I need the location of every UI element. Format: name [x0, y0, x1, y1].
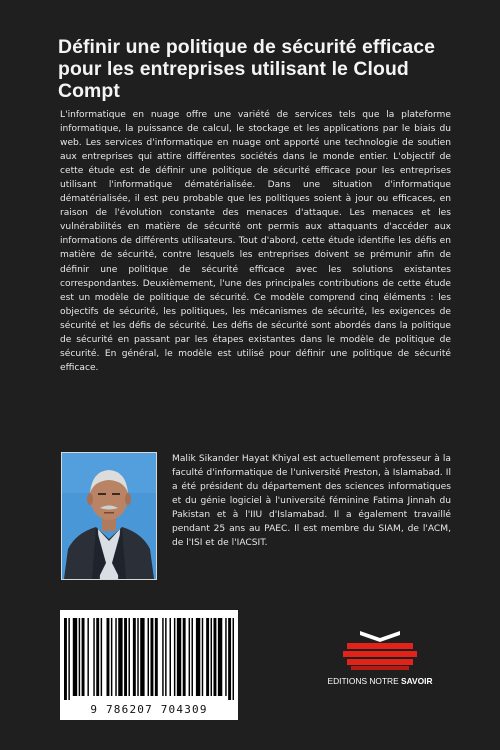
- barcode-bar: [111, 618, 112, 696]
- barcode-bar: [228, 618, 231, 700]
- stacked-books-icon: [334, 628, 426, 672]
- barcode-bar: [82, 618, 85, 696]
- barcode-bar: [225, 618, 226, 696]
- barcode-bar: [183, 618, 186, 696]
- barcode-bar: [128, 618, 129, 696]
- barcode-bar: [68, 618, 69, 700]
- barcode-bar: [206, 618, 209, 696]
- book-summary: L'informatique en nuage offre une variété de services tels que la plateforme informatique, la puissance de calcul, le stockage et les applications par le biais du web. Les services d'informatique en nuage ont apporté une technologie de soutien aux entreprises qui attire différentes sociétés dans le monde entier. L'objectif de cette étude est de définir une politique de sécurité efficace pour les entreprises utilisant l'informatique dématérialisée. Dans une situation d'informatique dématérialisée, il est peu probable que les politiques soient à jour ou efficaces, en raison de l'évolution constante des menaces d'attaque. Les menaces et les vulnérabilités en matière de sécurité ont permis aux attaquants d'accéder aux informations de différents utilisateurs. Tout d'abord, cette étude identifie les défis en matière de sécurité, contre lesquels les entreprises doivent se prémunir afin de définir une politique de sécurité efficace avec les solutions existantes correspondantes. Deuxièmement, l'une des principales contributions de cette étude est un modèle de politique de sécurité. Ce modèle comprend cinq éléments : les objectifs de sécurité, les politiques, les mécanismes de sécurité, les exigences de sécurité et les défis de sécurité. Les défis de sécurité sont abordés dans la politique de sécurité en passant par les étapes existantes dans le modèle de politique de sécurité. En général, le modèle est utilisé pour définir une politique de sécurité efficace.: [60, 110, 451, 373]
- barcode-bar: [115, 618, 116, 696]
- barcode-bar: [93, 618, 94, 696]
- barcode-bars: [64, 618, 234, 700]
- publisher-name-regular: EDITIONS NOTRE: [327, 676, 399, 686]
- barcode-bar: [192, 618, 193, 696]
- isbn-number: 9 786207 704309: [90, 703, 208, 716]
- barcode-bar: [73, 618, 77, 696]
- barcode-bar: [218, 618, 222, 696]
- publisher-block: [320, 628, 440, 698]
- barcode-bar: [101, 618, 102, 696]
- barcode-bar: [170, 618, 171, 696]
- barcode-bar: [196, 618, 200, 696]
- barcode-bar: [137, 618, 138, 696]
- author-photo: [61, 452, 157, 580]
- barcode-bar: [118, 618, 122, 696]
- book-title: Définir une politique de sécurité efficace pour les entreprises utilisant le Cloud Compt: [58, 36, 436, 102]
- barcode-bar: [233, 618, 234, 700]
- barcode-bar: [87, 618, 88, 696]
- author-portrait-image: [62, 453, 156, 579]
- barcode-bar: [174, 618, 175, 696]
- barcode-bar: [107, 618, 110, 696]
- barcode-bar: [202, 618, 203, 696]
- publisher-name: [320, 676, 440, 686]
- publisher-name-bold: SAVOIR: [401, 676, 433, 686]
- barcode-bar: [213, 618, 216, 696]
- barcode-bar: [133, 618, 136, 696]
- barcode-bar: [165, 618, 166, 696]
- barcode-bar: [64, 618, 67, 700]
- barcode-bar: [189, 618, 190, 696]
- barcode-bar: [177, 618, 181, 696]
- barcode-bar: [96, 618, 99, 696]
- isbn-barcode: [60, 610, 238, 720]
- barcode-bar: [140, 618, 144, 696]
- barcode-bar: [150, 618, 153, 696]
- barcode-bar: [79, 618, 80, 696]
- barcode-bar: [148, 618, 149, 696]
- barcode-bar: [162, 618, 163, 696]
- barcode-bar: [211, 618, 212, 696]
- author-bio: Malik Sikander Hayat Khiyal est actuellement professeur à la faculté d'informatique de l'université Preston, à Islamabad. Il a été président du département des sciences informatiques et du génie logiciel à l'université féminine Fatima Jinnah du Pakistan et à l'IIU d'Islamabad. Il a également travaillé pendant 25 ans au PAEC. Il est membre du SIAM, de l'ACM, de l'ISI et de l'IACSIT.: [172, 454, 451, 549]
- barcode-bar: [155, 618, 158, 696]
- barcode-bar: [124, 618, 127, 696]
